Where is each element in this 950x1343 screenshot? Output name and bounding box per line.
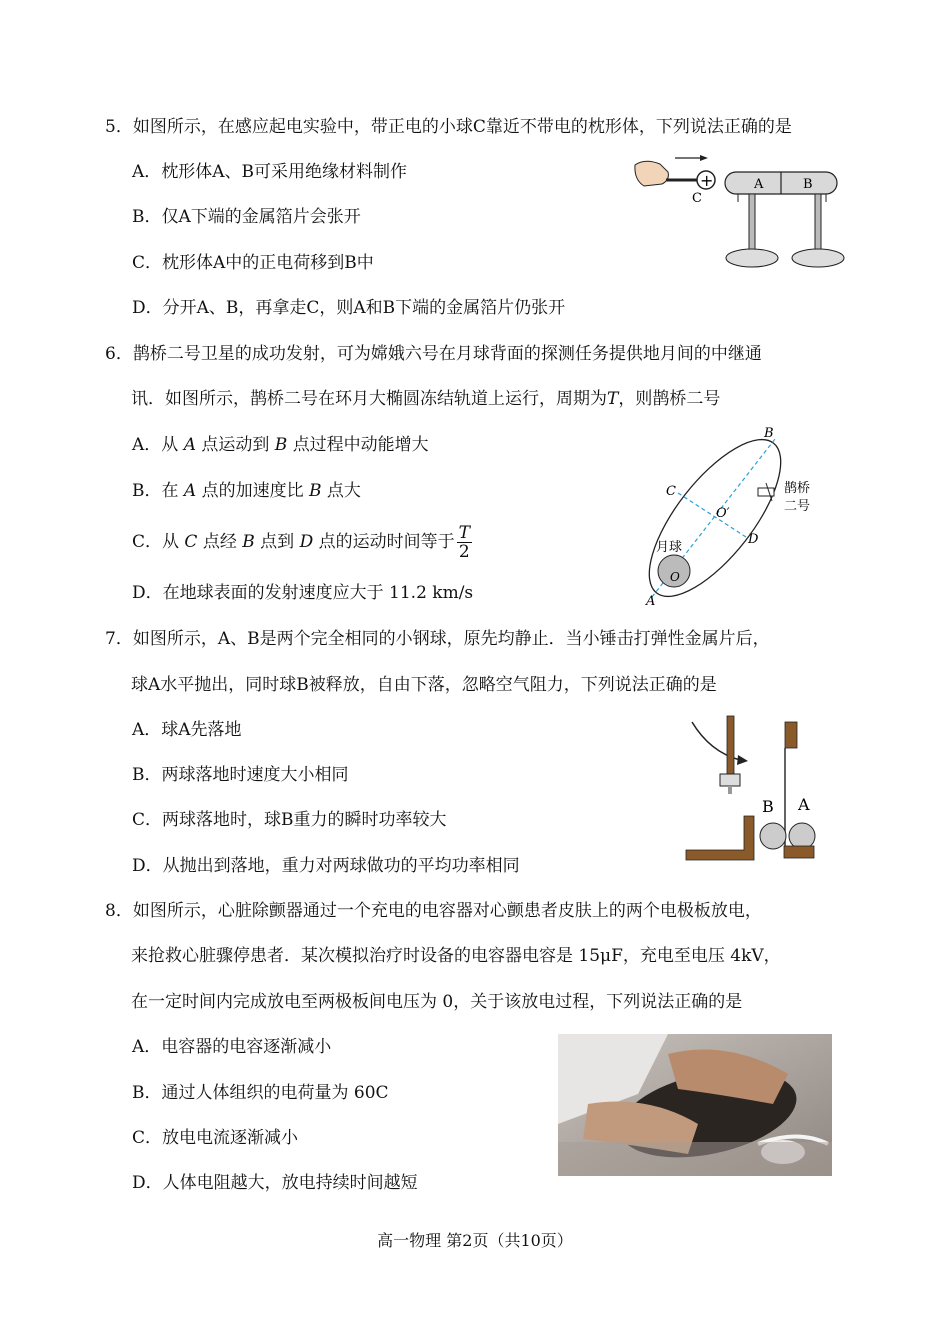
q6-label-a: A — [646, 594, 656, 609]
q7-label-a: A — [798, 795, 810, 814]
q5-label-c: C — [692, 191, 702, 206]
page-footer: 高一物理 第2页（共10页） — [377, 1231, 573, 1250]
q6-option-d: D．在地球表面的发射速度应大于 11.2 km/s — [132, 583, 474, 603]
q5-plus-label: + — [700, 171, 714, 190]
q8-option-c: C．放电电流逐渐减小 — [132, 1128, 299, 1148]
q8-option-a: A．电容器的电容逐渐减小 — [132, 1037, 332, 1057]
q5-stem: 5．如图所示，在感应起电实验中，带正电的小球C靠近不带电的枕形体，下列说法正确的是 — [105, 117, 792, 137]
q5-label-b: B — [803, 177, 813, 192]
q6-option-a: A．从 A 点运动到 B 点过程中动能增大 — [132, 435, 429, 455]
q6-label-moon: 月球 — [656, 540, 683, 555]
q8-option-b: B．通过人体组织的电荷量为 60C — [132, 1083, 389, 1103]
q8-stem-line1: 8．如图所示，心脏除颤器通过一个充电的电容器对心颤患者皮肤上的两个电极板放电， — [105, 901, 762, 921]
q6-option-b: B．在 A 点的加速度比 B 点大 — [132, 481, 361, 501]
q8-stem-line3: 在一定时间内完成放电至两极板间电压为 0，关于该放电过程，下列说法正确的是 — [131, 992, 743, 1012]
q7-option-b: B．两球落地时速度大小相同 — [132, 765, 349, 785]
q6-label-d: D — [748, 532, 759, 547]
q7-option-d: D．从抛出到落地，重力对两球做功的平均功率相同 — [132, 856, 520, 876]
q6-label-sat1: 鹊桥 — [784, 481, 811, 496]
q6-stem-line2: 讯．如图所示，鹊桥二号在环月大椭圆冻结轨道上运行，周期为T，则鹊桥二号 — [131, 389, 721, 409]
q7-option-a: A．球A先落地 — [132, 720, 242, 740]
q8-option-d: D．人体电阻越大，放电持续时间越短 — [132, 1173, 418, 1193]
q7-option-c: C．两球落地时，球B重力的瞬时功率较大 — [132, 810, 447, 830]
q8-stem-line2: 来抢救心脏骤停患者．某次模拟治疗时设备的电容器电容是 15μF，充电至电压 4kV， — [131, 946, 781, 966]
q6-option-c: C．从 C 点经 B 点到 D 点的运动时间等于 $\frac{T}{2}$ — [132, 523, 470, 562]
q6-label-b: B — [764, 426, 774, 441]
q7-stem-line1: 7．如图所示，A、B是两个完全相同的小钢球，原先均静止．当小锤击打弹性金属片后， — [105, 629, 770, 649]
q5-option-a: A．枕形体A、B可采用绝缘材料制作 — [132, 162, 408, 182]
q6-fraction: $\frac{T}{2}$ — [458, 523, 470, 562]
q6-label-c: C — [666, 484, 676, 499]
q6-label-o-prime: O′ — [716, 506, 730, 521]
q6-label-sat2: 二号 — [784, 499, 811, 514]
q6-orbit-figure — [640, 425, 820, 610]
q5-label-a: A — [754, 177, 764, 192]
satellite-icon — [758, 483, 774, 501]
q5-option-c: C．枕形体A中的正电荷移到B中 — [132, 253, 374, 273]
q5-option-b: B．仅A下端的金属箔片会张开 — [132, 207, 361, 227]
q8-defibrillator-photo — [558, 1034, 832, 1176]
q5-option-d: D．分开A、B，再拿走C，则A和B下端的金属箔片仍张开 — [132, 298, 566, 318]
q6-label-o: O — [670, 570, 680, 584]
q7-label-b: B — [762, 797, 774, 816]
q7-hammer-figure — [680, 712, 825, 862]
q5-induction-figure — [630, 150, 845, 275]
q7-stem-line2: 球A水平抛出，同时球B被释放，自由下落，忽略空气阻力，下列说法正确的是 — [131, 675, 717, 695]
q6-stem-line1: 6．鹊桥二号卫星的成功发射，可为嫦娥六号在月球背面的探测任务提供地月间的中继通 — [105, 344, 762, 364]
